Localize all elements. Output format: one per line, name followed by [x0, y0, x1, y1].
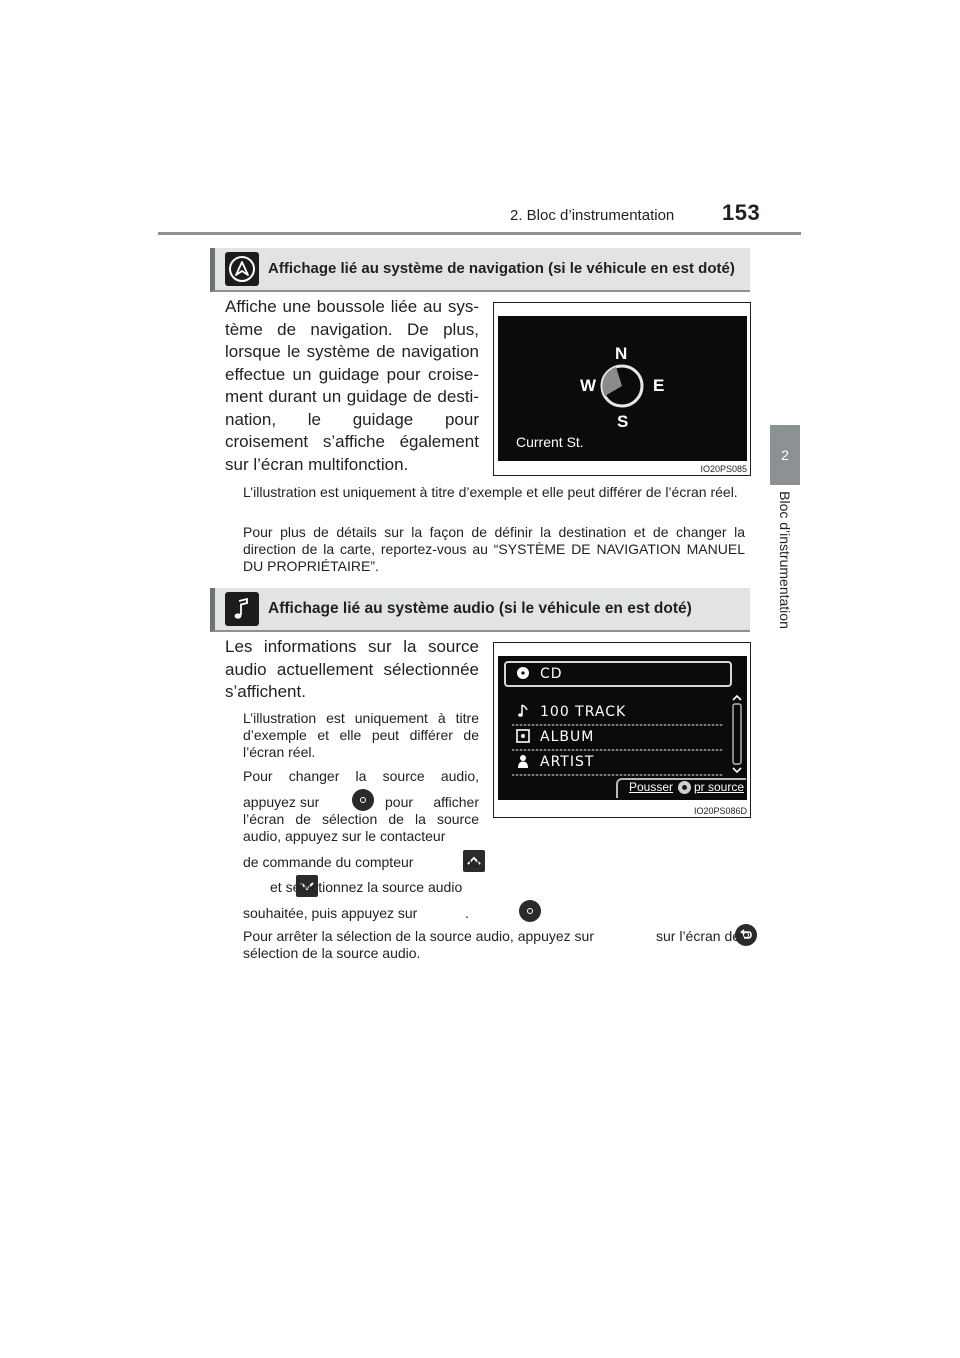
audio-note-press-on: appuyez sur	[243, 794, 320, 810]
audio-source-figure	[493, 642, 751, 818]
dial-button-icon	[519, 900, 541, 922]
nav-note-details: Pour plus de détails sur la façon de définir la destination et de changer la direction de la carte, reportez-vous au “SYSTÈME DE NAVIGATION MANUEL DU PROPRIÉTAIRE”.	[243, 524, 745, 574]
audio-note-stop-end-line2: sélection de la source audio.	[243, 945, 421, 961]
audio-note-illustration: L’illustration est uniquement à titre d’exemple et elle peut différer de l’écran réel.	[243, 710, 479, 760]
source-label: pr source	[694, 780, 745, 794]
chapter-tab: 2	[770, 425, 800, 485]
nav-figure-code: IO20PS085	[700, 464, 747, 474]
audio-note-stop: Pour arrêter la sélection de la source audio, appuyez sur	[243, 928, 594, 944]
audio-source-row-album	[512, 727, 723, 751]
header-section-title: 2. Bloc d’instrumentation	[510, 207, 675, 224]
nav-compass-figure	[493, 302, 751, 476]
nav-section-header	[210, 248, 750, 292]
row-divider	[512, 724, 723, 726]
compass-south-label: S	[617, 412, 629, 431]
album-icon	[516, 729, 530, 743]
audio-note-change-line1: Pour changer la source audio,	[243, 768, 479, 784]
audio-source-row-cd	[512, 664, 723, 688]
music-note-icon	[516, 704, 530, 718]
audio-section-title: Affichage lié au système audio (si le véhicule en est doté)	[268, 600, 692, 617]
compass-west-label: W	[580, 376, 597, 395]
nav-note-illustration: L’illustration est uniquement à titre d’exemple et elle peut différer de l’écran réel.	[243, 484, 738, 500]
audio-note-select-source: et sélectionnez la source audio	[270, 879, 463, 895]
scrollbar	[730, 694, 744, 776]
nav-section-title: Affichage lié au système de navigation (si le véhicule en est doté)	[268, 260, 735, 277]
audio-figure-code: IO20PS086D	[693, 806, 747, 816]
audio-row-label: 100 TRACK	[540, 704, 627, 720]
dial-button-icon	[352, 789, 374, 811]
push-dial-icon	[678, 781, 691, 794]
audio-source-row-artist	[512, 752, 723, 776]
audio-note-to-display: pour afficher	[385, 794, 479, 810]
audio-note-meter-switch: de commande du compteur	[243, 854, 414, 870]
push-label: Pousser	[629, 780, 674, 794]
nav-description: Affiche une boussole liée au sys-tème de navigation. De plus, lorsque le système de navigation effectue un guidage pour croise-ment durant un guidage de desti-nation, le guidage pour croisement s’affiche également sur l’écran multifonction.	[225, 297, 479, 474]
current-street-label: Current St.	[516, 434, 584, 450]
header-rule	[158, 232, 801, 235]
chapter-label: Bloc d’instrumentation	[777, 491, 793, 629]
audio-note-period: .	[465, 905, 469, 921]
disc-icon	[516, 666, 530, 680]
page-number: 153	[722, 200, 761, 225]
audio-row-label: ALBUM	[540, 729, 595, 745]
audio-row-label: CD	[540, 666, 563, 682]
audio-section-header	[210, 588, 750, 632]
music-note-icon	[225, 592, 259, 626]
audio-note-or: ou	[464, 854, 480, 870]
audio-description: Les informations sur la source audio actuellement sélectionnée s’affichent.	[225, 637, 479, 701]
row-divider	[512, 749, 723, 751]
row-divider	[512, 774, 723, 776]
person-icon	[516, 754, 530, 768]
audio-note-selection-screen: l’écran de sélection de la source audio, appuyez sur le contacteur	[243, 811, 479, 844]
audio-source-row-track	[512, 702, 723, 726]
compass-screen	[498, 316, 747, 461]
audio-row-label: ARTIST	[540, 754, 595, 770]
compass-east-label: E	[653, 376, 665, 395]
navigation-arrow-icon	[225, 252, 259, 286]
audio-note-stop-end: sur l’écran de	[656, 928, 741, 944]
audio-screen	[498, 656, 747, 800]
audio-note-then-press: souhaitée, puis appuyez sur	[243, 905, 418, 921]
compass-north-label: N	[615, 344, 628, 363]
